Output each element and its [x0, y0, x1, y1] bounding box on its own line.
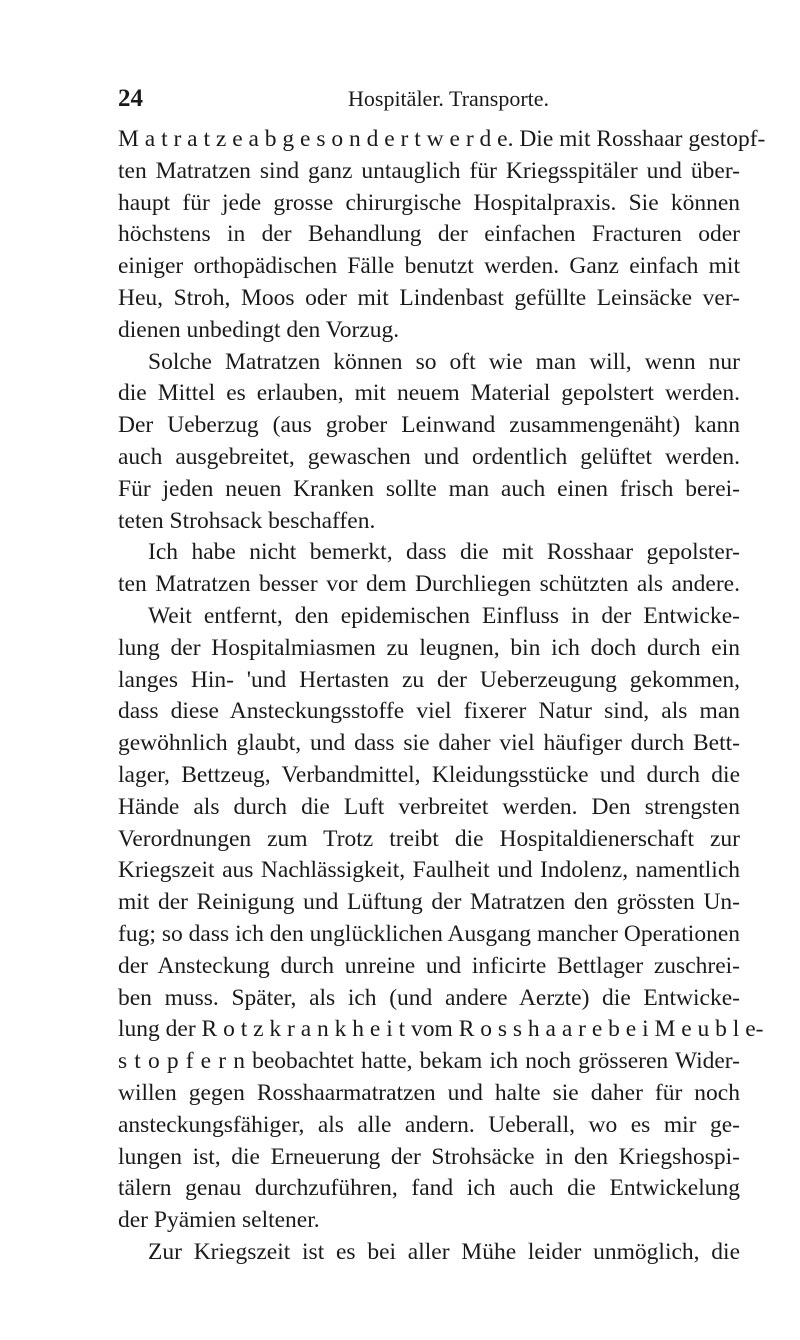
text-line: Ich habe nicht bemerkt, dass die mit Rosshaar gepolster- [148, 539, 740, 566]
running-head [118, 84, 738, 114]
text-line: auch ausgebreitet, gewaschen und ordentlich gelüftet werden. [118, 443, 740, 470]
page-number: 24 [118, 85, 143, 112]
text-line: die Mittel es erlauben, mit neuem Material gepolstert werden. [118, 380, 740, 407]
text-line: ben muss. Später, als ich (und andere Aerzte) die Entwicke- [118, 984, 740, 1011]
text-line: ansteckungsfähiger, als alle andern. Ueberall, wo es mir ge- [118, 1111, 740, 1138]
text-line: Für jeden neuen Kranken sollte man auch einen frisch berei- [118, 475, 740, 502]
text-line: der Ansteckung durch unreine und inficirte Bettlager zuschrei- [118, 952, 740, 979]
text-line: Hände als durch die Luft verbreitet werden. Den strengsten [118, 793, 740, 820]
text-line: Zur Kriegszeit ist es bei aller Mühe leider unmöglich, die [148, 1238, 740, 1265]
text-line: lung der Hospitalmiasmen zu leugnen, bin ich doch durch ein [118, 634, 740, 661]
text-line: willen gegen Rosshaarmatratzen und halte sie daher für noch [118, 1079, 740, 1106]
text-line: Verordnungen zum Trotz treibt die Hospitaldienerschaft zur [118, 825, 740, 852]
text-line: Der Ueberzug (aus grober Leinwand zusammengenäht) kann [118, 412, 740, 439]
text-line: mit der Reinigung und Lüftung der Matratzen den grössten Un- [118, 889, 740, 916]
text-line: dienen unbedingt den Vorzug. [118, 316, 400, 343]
text-line: gewöhnlich glaubt, und dass sie daher viel häufiger durch Bett- [118, 730, 740, 757]
text-line: Weit entfernt, den epidemischen Einfluss in der Entwicke- [148, 602, 740, 629]
text-line: ten Matratzen sind ganz untauglich für Kriegsspitäler und über- [118, 157, 740, 184]
text-line: s t o p f e r n beobachtet hatte, bekam ich noch grösseren Wider- [118, 1048, 740, 1075]
text-line: Heu, Stroh, Moos oder mit Lindenbast gefüllte Leinsäcke ver- [118, 284, 740, 311]
text-line: ten Matratzen besser vor dem Durchliegen schützten als andere. [118, 571, 740, 598]
text-line: teten Strohsack beschaffen. [118, 507, 376, 534]
text-line: Solche Matratzen können so oft wie man will, wenn nur [148, 348, 740, 375]
text-line: langes Hin- 'und Hertasten zu der Ueberzeugung gekommen, [118, 666, 740, 693]
text-line: lungen ist, die Erneuerung der Strohsäcke in den Kriegshospi- [118, 1143, 740, 1170]
text-line: dass diese Ansteckungsstoffe viel fixerer Natur sind, als man [118, 698, 740, 725]
text-line: einiger orthopädischen Fälle benutzt werden. Ganz einfach mit [118, 253, 740, 280]
running-title: Hospitäler. Transporte. [348, 86, 550, 111]
text-line: der Pyämien seltener. [118, 1207, 320, 1234]
text-line: lung der R o t z k r a n k h e i t vom R o s s h a a r e b e i M e u b l e- [118, 1016, 764, 1043]
text-line: tälern genau durchzuführen, fand ich auch die Entwickelung [118, 1175, 740, 1202]
text-line: lager, Bettzeug, Verbandmittel, Kleidungsstücke und durch die [118, 761, 740, 788]
text-line: fug; so dass ich den unglücklichen Ausgang mancher Operationen [118, 920, 740, 947]
text-line: M a t r a t z e a b g e s o n d e r t w e r d e. Die mit Rosshaar gestopf- [118, 126, 766, 152]
text-line: haupt für jede grosse chirurgische Hospitalpraxis. Sie können [118, 189, 740, 216]
body-text [118, 124, 766, 1269]
text-line: höchstens in der Behandlung der einfachen Fracturen oder [118, 221, 740, 248]
text-line: Kriegszeit aus Nachlässigkeit, Faulheit und Indolenz, namentlich [118, 857, 740, 884]
